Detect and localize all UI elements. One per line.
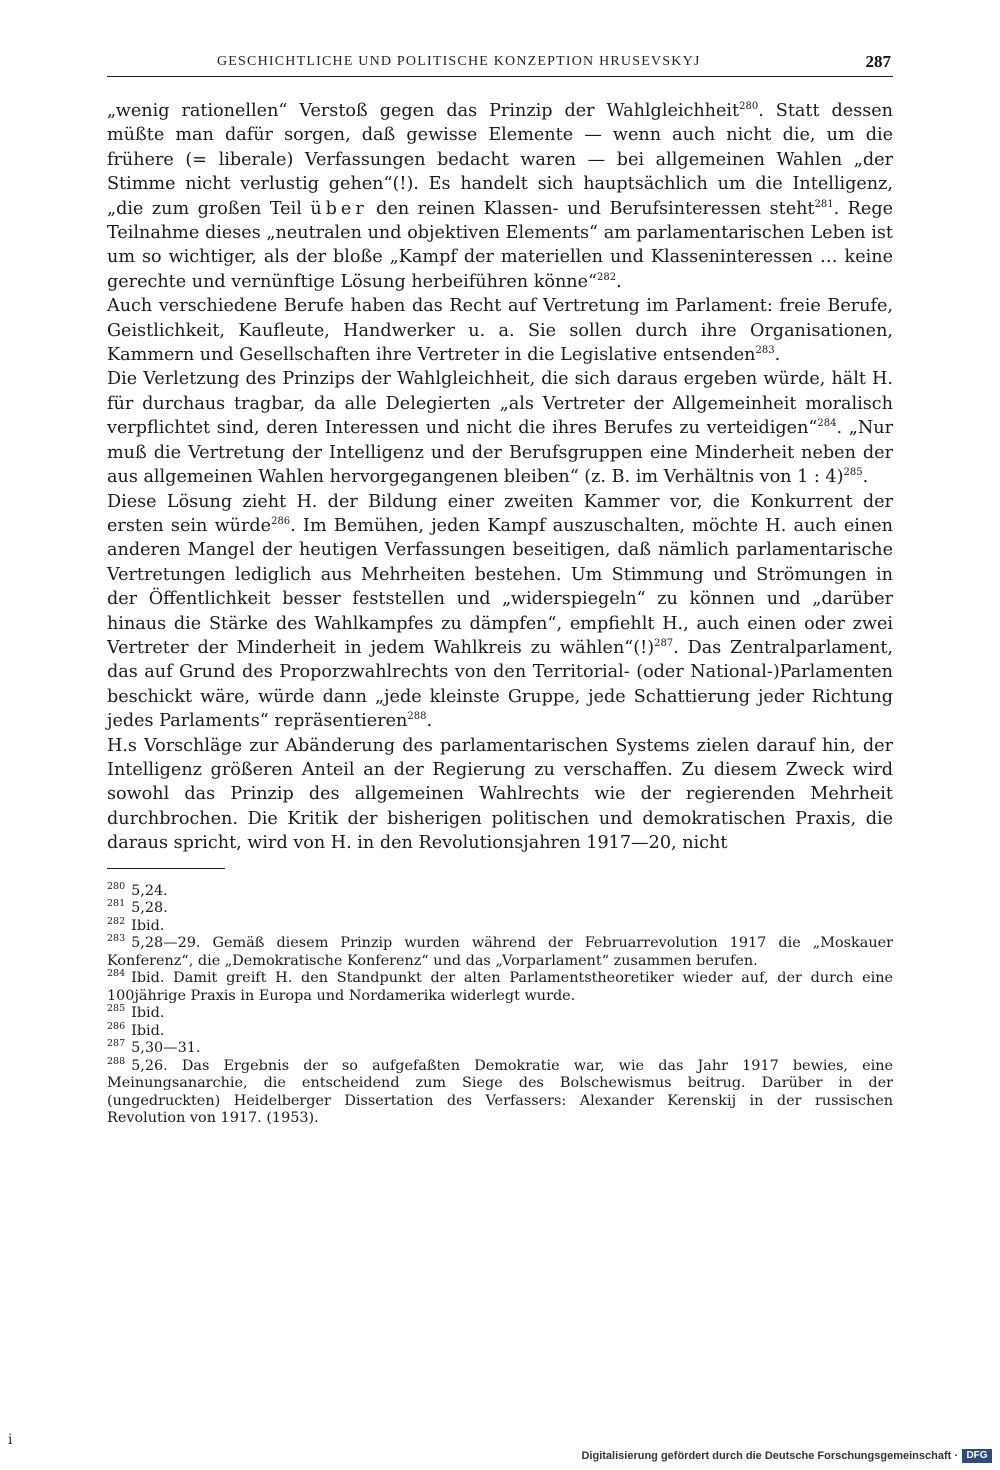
footnote-text: 5,28. [131, 900, 168, 917]
footnote-text: 5,24. [131, 882, 168, 899]
footnote-number: 280 [107, 880, 126, 892]
text-run: Diese Lösung zieht H. der Bildung einer zweiten Kammer vor, die Konkurrent der ersten sein würde [107, 491, 893, 536]
footnote [107, 1020, 893, 1041]
footnote-text: Ibid. [131, 1005, 165, 1022]
digitization-credit: Digitalisierung gefördert durch die Deutsche Forschungsgemeinschaft · [581, 1450, 958, 1462]
text-run: H.s Vorschläge zur Abänderung des parlamentarischen Systems zielen darauf hin, der Intelligenz größeren Anteil an der Regierung zu verschaffen. Zu diesem Zweck wird sowohl das Prinzip des allgemeinen Wahlrechts wie der regierenden Mehrheit durchbrochen. Die Kritik der bisherigen politischen und demokratischen Praxis, die daraus spricht, wird von H. in den Revolutionsjahren 1917—20, nicht [107, 735, 893, 854]
paragraph-1 [107, 99, 893, 294]
footnote-text: 5,28—29. Gemäß diesem Prinzip wurden während der Februarrevolution 1917 die „Moskauer Konferenz“, die „Demokratische Konferenz“ und das „Vorparlament“ zusammen berufen. [107, 935, 893, 969]
footnote-ref: 284 [817, 418, 837, 430]
footnote [107, 900, 893, 918]
page-number: 287 [865, 52, 891, 71]
footnote-ref: 282 [597, 271, 617, 283]
footnote-text: 5,26. Das Ergebnis der so aufgefaßten Demokratie war, wie das Jahr 1917 bewies, eine Meinungsanarchie, die entscheidend zum Siege des Bolschewismus beitrug. Darüber in der (ungedruckten) Heidelberger Dissertation des Verfassers: Alexander Kerenskij in der russischen Revolution von 1917. (1953). [107, 1057, 893, 1127]
spaced-emphasis: über [310, 198, 368, 219]
footnote-ref: 285 [843, 467, 863, 479]
footnote-number: 288 [107, 1055, 126, 1067]
text-run: . Statt dessen müßte man dafür sorgen, daß gewisse Elemente — wenn auch nicht die, um die frühere (= liberale) Verfassungen bedacht waren — bei allgemeinen Wahlen „der Stimme nicht verlustig gehen“(!). Es handelt sich hauptsächlich um die Intelligenz, „die zum großen Teil [107, 101, 894, 219]
dfg-logo-icon: DFG [962, 1449, 992, 1463]
text-run: . Rege Teilnahme dieses „neutralen und objektiven Elements“ am parlamentarischen Leben ist um so wichtiger, als der bloße „Kampf der materiellen und Klasseninteressen … keine gerechte und vernünftige Lösung herbeiführen könne“ [107, 198, 893, 292]
footnote-number: 283 [107, 933, 126, 945]
text-run: . Das Zentralparlament, das auf Grund des Proporzwahlrechts von den Territorial- (oder National-)Parlamenten beschickt wäre, würde dann „jede kleinste Gruppe, jede Schattierung jeder Richtung jedes Parlaments“ repräsentieren [107, 637, 893, 732]
footnote-number: 281 [107, 898, 126, 910]
footnote [107, 1055, 893, 1128]
footnote-number: 284 [107, 968, 126, 980]
footnote [107, 970, 893, 1005]
footnote-ref: 286 [271, 516, 291, 528]
footnote-number: 286 [107, 1020, 126, 1032]
footnote-text: Ibid. [131, 1022, 165, 1039]
paragraph-4 [107, 490, 893, 734]
footnote-ref: 287 [654, 638, 674, 650]
footnote-ref: 280 [739, 101, 759, 113]
footnote-number: 285 [107, 1003, 126, 1015]
text-run: . Im Bemühen, jeden Kampf auszuschalten, möchte H. auch einen anderen Mangel der heutigen Verfassungen beseitigen, daß nämlich parlamentarische Vertretungen lediglich aus Mehrheiten bestehen. Um Stimmung und Strömungen in der Öffentlichkeit besser feststellen und „widerspiegeln“ zu können und „darüber hinaus die Stärke des Wahlkampfes zu dämpfen“, empfiehlt H., auch einen oder zwei Vertreter der Minderheit in jedem Wahlkreis zu wählen“(!) [107, 515, 893, 658]
footnote-text: Ibid. [131, 917, 165, 934]
text-run: „wenig rationellen“ Verstoß gegen das Prinzip der Wahlgleichheit [107, 101, 740, 121]
footnote-number: 282 [107, 915, 126, 927]
footnote-text: 5,30—31. [131, 1040, 201, 1057]
footnote [107, 935, 893, 970]
text-run: . [862, 467, 869, 488]
footnote-ref: 283 [755, 345, 775, 357]
text-run: Die Verletzung des Prinzips der Wahlgleichheit, die sich daraus ergeben würde, hält H. für durchaus tragbar, da alle Delegierten „als Vertreter der Allgemeinheit moralisch verpflichtet sind, deren Interessen und nicht die ihres Berufes zu verteidigen“ [107, 369, 893, 439]
running-title: GESCHICHTLICHE UND POLITISCHE KONZEPTION HRUSEVSKYJ [217, 54, 701, 69]
text-run: Auch verschiedene Berufe haben das Recht auf Vertretung im Parlament: freie Berufe, Geistlichkeit, Kaufleute, Handwerker u. a. Sie sollen durch ihre Organisationen, Kammern und Gesellschaften ihre Vertreter in die Legislative entsenden [107, 296, 893, 366]
footnote-ref: 281 [814, 198, 834, 210]
text-run: den reinen Klassen- und Berufsinteressen steht [367, 198, 815, 219]
footnote [107, 1040, 893, 1058]
page [107, 52, 893, 1128]
footnote-number: 287 [107, 1038, 126, 1050]
footnotes [107, 880, 893, 1128]
footnote-text: Ibid. Damit greift H. den Standpunkt der alten Parlamentstheoretiker wieder auf, der durch eine 100jährige Praxis in Europa und Nordamerika widerlegt wurde. [107, 970, 893, 1004]
paragraph-3 [107, 367, 893, 489]
footnote-ref: 288 [407, 711, 427, 723]
paragraph-2 [107, 294, 893, 367]
text-run: . [426, 711, 433, 732]
text-run: . [616, 271, 622, 292]
body-text [107, 99, 893, 856]
margin-mark: i [8, 1432, 13, 1448]
paragraph-5 [107, 734, 893, 856]
footnote-divider [107, 868, 225, 869]
text-run: . [774, 345, 781, 366]
text-run: . „Nur muß die Vertretung der Intelligenz und der Berufsgruppen eine Minderheit neben der aus allgemeinen Wahlen hervorgegangenen bleiben“ (z. B. im Verhältnis von 1 : 4) [107, 418, 894, 488]
footnote [107, 1005, 893, 1023]
running-header [107, 52, 893, 77]
footnote [107, 915, 893, 936]
footnote [107, 880, 893, 901]
